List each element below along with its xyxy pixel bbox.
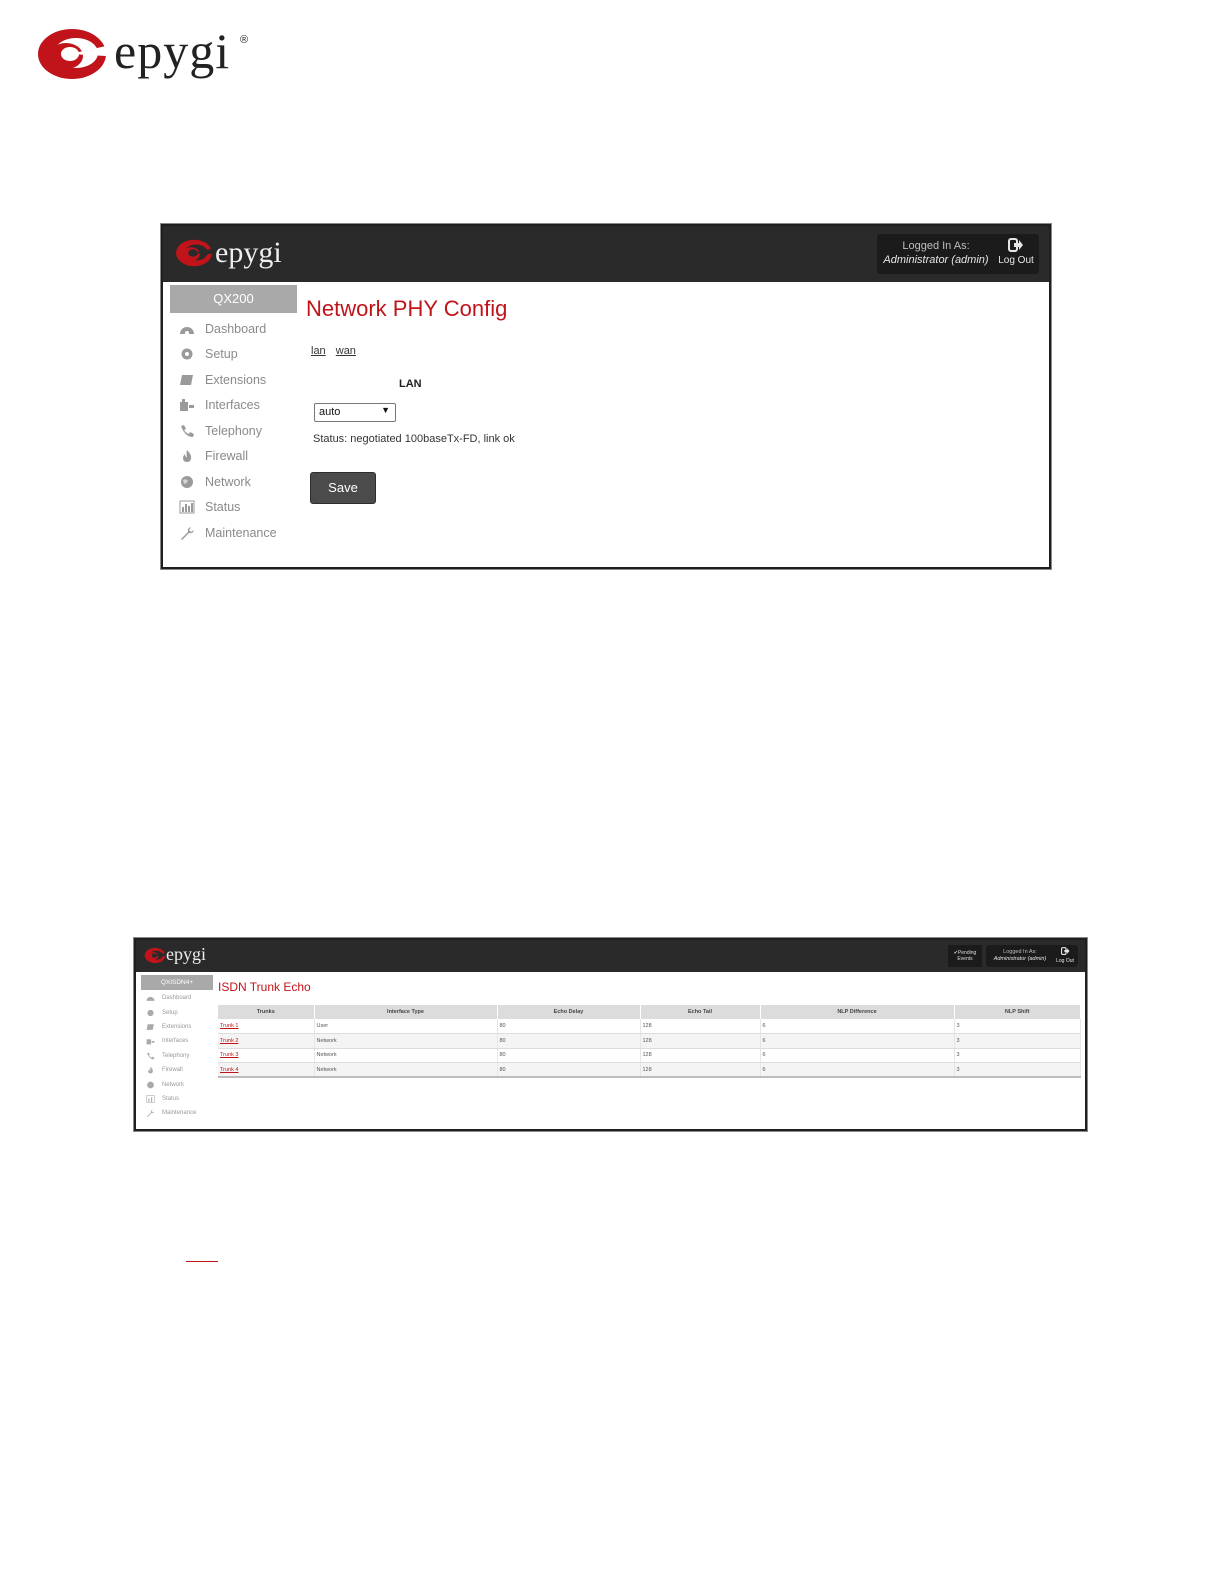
sidebar-item-label: Status: [205, 500, 241, 515]
sidebar-item-dashboard[interactable]: [179, 316, 299, 342]
logout-button[interactable]: [995, 238, 1037, 266]
table-cell: Network: [314, 1048, 497, 1063]
sidebar-item-label: Setup: [205, 347, 238, 362]
logged-in-label: Logged In As:: [1003, 949, 1037, 955]
table-cell: 6: [760, 1063, 954, 1078]
brand-wordmark: epygi: [215, 236, 282, 269]
sidebar-item-network[interactable]: [146, 1077, 216, 1091]
column-header[interactable]: NLP Shift: [954, 1005, 1081, 1019]
trunk-cell: [218, 1019, 314, 1034]
section-label: LAN: [399, 378, 422, 390]
column-header[interactable]: Trunks: [218, 1005, 314, 1019]
epygi-swirl-icon: [144, 947, 166, 964]
sidebar-nav: [146, 991, 216, 1121]
tab-wan[interactable]: wan: [335, 345, 356, 357]
bar-chart-icon: [146, 1095, 155, 1103]
table-cell: 80: [497, 1048, 640, 1063]
sidebar-item-interfaces[interactable]: [179, 393, 299, 419]
logged-in-as: [881, 240, 991, 266]
interfaces-icon: [146, 1037, 155, 1045]
select-value: auto: [319, 406, 341, 418]
column-header[interactable]: Echo Delay: [497, 1005, 640, 1019]
sidebar-item-label: Dashboard: [205, 321, 267, 336]
globe-icon: [146, 1081, 155, 1089]
table-cell: 128: [640, 1063, 760, 1078]
sidebar-item-extensions[interactable]: [146, 1020, 216, 1034]
sidebar-item-label: Firewall: [162, 1067, 183, 1074]
table-cell: 3: [954, 1063, 1081, 1078]
network-phy-config-screenshot: [161, 224, 1051, 569]
gear-icon: [146, 1009, 155, 1017]
sidebar-item-label: Interfaces: [205, 398, 260, 413]
sidebar-item-status[interactable]: [146, 1092, 216, 1106]
column-header[interactable]: Interface Type: [314, 1005, 497, 1019]
sidebar-item-label: Network: [205, 474, 251, 489]
sidebar-item-setup[interactable]: [179, 342, 299, 368]
sidebar-item-label: Firewall: [205, 449, 249, 464]
logout-label: Log Out: [1056, 958, 1074, 964]
phone-icon: [146, 1052, 155, 1060]
logged-in-label: Logged In As:: [902, 240, 970, 252]
page-title: Network PHY Config: [306, 296, 508, 321]
logout-icon: [1008, 238, 1024, 252]
trunk-cell: [218, 1063, 314, 1078]
book-icon: [146, 1023, 155, 1031]
sidebar-item-label: Telephony: [162, 1052, 190, 1059]
sidebar-item-maintenance[interactable]: [146, 1106, 216, 1120]
events-label: Events: [957, 956, 973, 962]
trunk-link[interactable]: Trunk 2: [220, 1037, 239, 1044]
trunk-echo-table: [218, 1005, 1081, 1078]
sidebar-item-status[interactable]: [179, 495, 299, 521]
sidebar-item-label: Setup: [162, 1009, 178, 1016]
sidebar-nav: [179, 316, 299, 546]
top-bar: [136, 940, 1085, 972]
table-cell: 128: [640, 1019, 760, 1034]
sidebar-item-telephony[interactable]: [179, 418, 299, 444]
globe-icon: [179, 475, 195, 489]
brand-wordmark: epygi: [166, 944, 206, 964]
pending-events-button[interactable]: [948, 945, 982, 967]
flame-icon: [179, 449, 195, 463]
epygi-document-logo: [36, 22, 266, 86]
pending-text: Pending: [957, 950, 977, 956]
trunk-link[interactable]: Trunk 1: [220, 1023, 239, 1029]
logged-in-user: Administrator (admin): [883, 254, 989, 266]
phy-mode-select[interactable]: [314, 403, 396, 422]
sidebar-item-extensions[interactable]: [179, 367, 299, 393]
table-row: [218, 1019, 1081, 1034]
trunk-link[interactable]: Trunk 3: [220, 1052, 239, 1059]
bar-chart-icon: [179, 500, 195, 514]
table-row: [218, 1034, 1081, 1049]
save-button[interactable]: Save: [310, 472, 376, 504]
table-cell: 3: [954, 1048, 1081, 1063]
sidebar-item-label: Extensions: [205, 372, 267, 387]
epygi-swirl-icon: [175, 238, 213, 268]
chevron-down-icon: ▼: [381, 405, 390, 415]
wrench-icon: [179, 526, 195, 540]
logout-icon: [1061, 947, 1070, 955]
tab-lan[interactable]: lan: [311, 345, 326, 357]
table-cell: User: [314, 1019, 497, 1034]
logout-label: Log Out: [998, 255, 1034, 266]
app-logo: [144, 944, 206, 969]
top-bar: [163, 226, 1049, 282]
registered-mark: ®: [240, 34, 249, 46]
table-header-row: [218, 1005, 1081, 1019]
table-cell: 80: [497, 1034, 640, 1049]
sidebar-item-network[interactable]: [179, 469, 299, 495]
app-logo: [175, 236, 282, 273]
link-status-text: Status: negotiated 100baseTx-FD, link ok: [313, 433, 515, 445]
table-cell: 80: [497, 1019, 640, 1034]
table-row: [218, 1063, 1081, 1078]
table-cell: Network: [314, 1063, 497, 1078]
wrench-icon: [146, 1109, 155, 1117]
sidebar-item-firewall[interactable]: [179, 444, 299, 470]
interfaces-icon: [179, 398, 195, 412]
table-cell: 3: [954, 1034, 1081, 1049]
dashboard-icon: [179, 322, 195, 336]
table-cell: 128: [640, 1048, 760, 1063]
trunk-link[interactable]: Trunk 4: [220, 1066, 239, 1073]
phone-icon: [179, 424, 195, 438]
sidebar-item-label: Interfaces: [162, 1038, 189, 1045]
book-icon: [179, 373, 195, 387]
gear-icon: [179, 347, 195, 361]
sidebar-item-interfaces[interactable]: [146, 1034, 216, 1048]
table-cell: 80: [497, 1063, 640, 1078]
interface-tabs: [311, 345, 363, 357]
logout-button[interactable]: [1052, 947, 1078, 965]
sidebar-item-label: Telephony: [205, 423, 262, 438]
sidebar-item-label: Network: [162, 1081, 185, 1088]
login-info-box: [877, 234, 1039, 274]
table-cell: 6: [760, 1048, 954, 1063]
brand-wordmark: epygi: [114, 23, 231, 79]
sidebar-item-label: Maintenance: [205, 525, 277, 540]
sidebar-item-maintenance[interactable]: [179, 520, 299, 546]
sidebar-item-label: Maintenance: [162, 1110, 197, 1117]
table-row: [218, 1048, 1081, 1063]
table-cell: 3: [954, 1019, 1081, 1034]
table-cell: 128: [640, 1034, 760, 1049]
device-button[interactable]: QXISDN4+: [141, 975, 213, 990]
trunk-cell: [218, 1034, 314, 1049]
sidebar-item-dashboard[interactable]: [146, 991, 216, 1005]
page-title: ISDN Trunk Echo: [218, 980, 311, 994]
epygi-swirl-icon: [36, 26, 108, 82]
table-cell: 6: [760, 1034, 954, 1049]
table-cell: Network: [314, 1034, 497, 1049]
dashboard-icon: [146, 994, 155, 1002]
logged-in-as: [988, 949, 1052, 963]
sidebar-item-firewall[interactable]: [146, 1063, 216, 1077]
isdn-trunk-echo-screenshot: [134, 938, 1087, 1131]
trunk-cell: [218, 1048, 314, 1063]
sidebar-item-telephony[interactable]: [146, 1049, 216, 1063]
sidebar-item-label: Dashboard: [162, 995, 192, 1002]
device-button[interactable]: QX200: [170, 285, 297, 313]
red-underline-mark: [186, 1261, 218, 1262]
sidebar-item-label: Extensions: [162, 1023, 192, 1030]
sidebar-item-setup[interactable]: [146, 1005, 216, 1019]
column-header[interactable]: Echo Tail: [640, 1005, 760, 1019]
column-header[interactable]: NLP Difference: [760, 1005, 954, 1019]
sidebar-item-label: Status: [162, 1095, 180, 1102]
flame-icon: [146, 1066, 155, 1074]
check-icon: ✔: [953, 950, 958, 956]
logged-in-user: Administrator (admin): [993, 956, 1047, 962]
login-info-box: [986, 945, 1078, 967]
table-cell: 6: [760, 1019, 954, 1034]
